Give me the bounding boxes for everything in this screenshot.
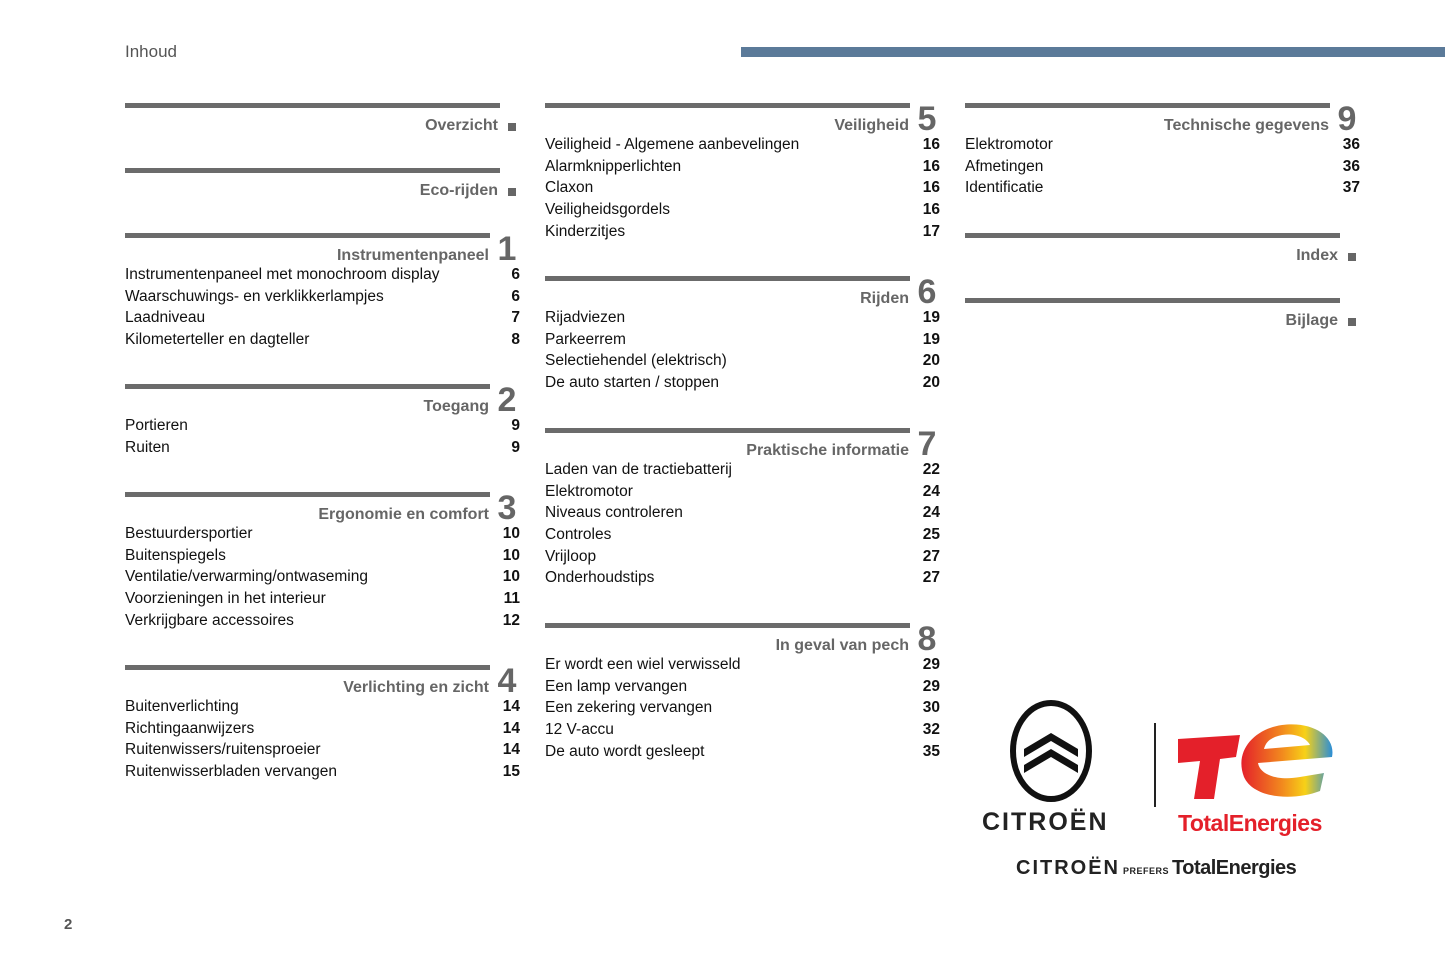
entry-page: 16 — [922, 136, 940, 153]
entry-label: Kinderzitjes — [545, 222, 626, 240]
toc-entry[interactable] — [545, 329, 940, 351]
entry-label: Identificatie — [965, 179, 1044, 197]
entry-label: Niveaus controleren — [545, 504, 683, 522]
entry-page: 6 — [511, 287, 520, 305]
entry-label: Ventilatie/verwarming/ontwaseming — [125, 568, 368, 586]
entry-page: 7 — [511, 309, 520, 327]
entry-page: 14 — [502, 741, 520, 759]
section-square-marker — [1348, 318, 1356, 326]
entry-label: Kilometerteller en dagteller — [125, 331, 310, 349]
toc-section-verlichting — [125, 662, 520, 783]
toc-entry[interactable] — [545, 676, 940, 698]
entry-label: Elektromotor — [965, 136, 1053, 153]
entry-page: 36 — [1342, 136, 1360, 153]
totalenergies-emblem-icon — [1174, 719, 1338, 807]
entry-label: Verkrijgbare accessoires — [125, 611, 294, 629]
toc-entry[interactable] — [545, 372, 940, 394]
toc-entry[interactable] — [545, 307, 940, 329]
entry-page: 22 — [922, 461, 940, 478]
entry-page: 37 — [1342, 179, 1360, 197]
section-number: 9 — [1337, 100, 1357, 138]
entry-label: Controles — [545, 526, 612, 544]
entry-label: 12 V-accu — [545, 721, 614, 739]
toc-section-instrumentenpaneel — [125, 230, 520, 351]
section-square-marker — [508, 123, 516, 131]
entry-page: 27 — [922, 569, 940, 587]
tagline-brand: CITROËN — [1016, 857, 1120, 879]
toc-entry[interactable] — [545, 719, 940, 741]
section-title: Praktische informatie — [746, 442, 909, 459]
entry-page: 19 — [922, 309, 940, 326]
entry-label: Buitenverlichting — [125, 698, 239, 715]
toc-entry[interactable] — [125, 437, 520, 459]
toc-section-ergonomie — [125, 489, 520, 631]
toc-entry[interactable] — [545, 524, 940, 546]
entry-label: Ruitenwisserbladen vervangen — [125, 763, 337, 781]
entry-page: 35 — [922, 742, 940, 760]
toc-entry[interactable] — [545, 481, 940, 503]
toc-entry[interactable] — [125, 523, 520, 545]
entry-label: De auto starten / stoppen — [545, 374, 720, 392]
toc-entry[interactable] — [125, 566, 520, 588]
toc-section-eco-rijden[interactable] — [125, 168, 520, 199]
entry-label: Richtingaanwijzers — [125, 719, 255, 737]
page-number: 2 — [64, 916, 73, 933]
toc-entry[interactable] — [545, 546, 940, 568]
toc-section-in-geval-van-pech — [545, 620, 940, 762]
tagline-prefers: PREFERS — [1123, 866, 1170, 876]
entry-page: 32 — [922, 721, 940, 739]
entry-label: Vrijloop — [545, 547, 597, 565]
entry-label: Voorzieningen in het interieur — [125, 590, 326, 608]
entry-page: 12 — [502, 611, 520, 629]
entry-label: Portieren — [125, 417, 188, 434]
entry-page: 15 — [502, 763, 520, 781]
entry-page: 24 — [922, 504, 940, 522]
entry-label: Waarschuwings- en verklikkerlampjes — [125, 287, 384, 305]
section-number: 7 — [917, 425, 937, 463]
entry-label: Bestuurdersportier — [125, 525, 253, 542]
entry-label: De auto wordt gesleept — [545, 742, 705, 760]
toc-section-overzicht[interactable] — [125, 103, 520, 134]
section-number: 8 — [917, 620, 937, 658]
entry-page: 6 — [511, 266, 520, 283]
toc-entry[interactable] — [125, 329, 520, 351]
section-number: 5 — [917, 100, 937, 138]
toc-entry[interactable] — [545, 177, 940, 199]
entry-label: Alarmknipperlichten — [545, 157, 682, 175]
entry-label: Onderhoudstips — [545, 569, 655, 587]
logo-divider — [1154, 723, 1156, 807]
header-bar — [741, 47, 1445, 57]
toc-section-bijlage[interactable] — [965, 298, 1360, 329]
toc-entry[interactable] — [545, 741, 940, 763]
section-title: Toegang — [423, 398, 489, 415]
section-title: Bijlage — [1285, 312, 1338, 329]
toc-entry[interactable] — [545, 654, 940, 676]
toc-section-technische-gegevens — [965, 100, 1360, 199]
entry-page: 10 — [502, 568, 520, 586]
entry-label: Afmetingen — [965, 157, 1044, 175]
entry-page: 14 — [502, 719, 520, 737]
toc-entry[interactable] — [125, 610, 520, 632]
toc-entry[interactable] — [545, 697, 940, 719]
entry-page: 9 — [511, 417, 520, 434]
toc-entry[interactable] — [545, 156, 940, 178]
entry-page: 20 — [922, 374, 940, 392]
toc-entry[interactable] — [545, 567, 940, 589]
toc-section-index[interactable] — [965, 233, 1360, 264]
toc-section-praktische-informatie — [545, 425, 940, 589]
entry-page: 17 — [922, 222, 940, 240]
section-number: 4 — [497, 662, 517, 700]
entry-page: 27 — [922, 547, 940, 565]
toc-entry[interactable] — [125, 307, 520, 329]
entry-page: 10 — [502, 525, 520, 542]
entry-page: 10 — [502, 546, 520, 564]
entry-page: 14 — [502, 698, 520, 715]
brand-tagline — [1016, 857, 1296, 880]
entry-page: 8 — [511, 331, 520, 349]
entry-page: 36 — [1342, 157, 1360, 175]
section-title: Eco-rijden — [419, 182, 498, 199]
toc-entry[interactable] — [965, 156, 1360, 178]
entry-page: 16 — [922, 201, 940, 219]
brand-logo-block — [980, 695, 1360, 895]
citroen-wordmark: CITROËN — [982, 808, 1109, 836]
entry-label: Rijadviezen — [545, 309, 626, 326]
section-title: Rijden — [860, 290, 909, 307]
toc-section-toegang — [125, 381, 520, 458]
toc-entry[interactable] — [545, 502, 940, 524]
section-number: 3 — [497, 489, 517, 527]
section-title: Veiligheid — [834, 117, 909, 134]
toc-entry[interactable] — [125, 286, 520, 308]
section-title: Ergonomie en comfort — [318, 506, 489, 523]
entry-page: 25 — [922, 526, 940, 544]
entry-page: 29 — [922, 677, 940, 695]
section-number: 6 — [917, 273, 937, 311]
entry-page: 9 — [511, 438, 520, 456]
section-title: Technische gegevens — [1163, 117, 1329, 134]
toc-section-veiligheid — [545, 100, 940, 242]
toc-entry[interactable] — [125, 739, 520, 761]
section-number: 1 — [497, 230, 517, 268]
entry-label: Een zekering vervangen — [545, 699, 713, 717]
section-title: Index — [1296, 247, 1338, 264]
toc-entry[interactable] — [125, 588, 520, 610]
entry-page: 20 — [922, 352, 940, 370]
entry-label: Ruiten — [125, 438, 170, 456]
toc-entry[interactable] — [545, 459, 940, 481]
entry-label: Laden van de tractiebatterij — [545, 461, 732, 478]
entry-label: Veiligheidsgordels — [545, 201, 670, 219]
toc-section-rijden — [545, 273, 940, 394]
section-title: In geval van pech — [775, 637, 909, 654]
section-square-marker — [1348, 253, 1356, 261]
section-square-marker — [508, 188, 516, 196]
entry-label: Parkeerrem — [545, 330, 626, 348]
section-title: Verlichting en zicht — [343, 679, 489, 696]
toc-entry[interactable] — [545, 221, 940, 243]
toc-entry[interactable] — [545, 199, 940, 221]
toc-entry[interactable] — [965, 177, 1360, 199]
tagline-partner: TotalEnergies — [1172, 857, 1297, 879]
entry-label: Elektromotor — [545, 482, 633, 500]
toc-entry[interactable] — [965, 134, 1360, 156]
entry-page: 29 — [922, 656, 940, 673]
section-title: Instrumentenpaneel — [336, 247, 489, 264]
entry-page: 19 — [922, 330, 940, 348]
entry-label: Ruitenwissers/ruitensproeier — [125, 741, 321, 759]
entry-label: Buitenspiegels — [125, 546, 226, 564]
entry-page: 30 — [922, 699, 940, 717]
entry-label: Een lamp vervangen — [545, 677, 688, 695]
entry-label: Instrumentenpaneel met monochroom display — [125, 266, 440, 283]
entry-label: Er wordt een wiel verwisseld — [545, 656, 741, 673]
toc-entry[interactable] — [125, 264, 520, 286]
section-number: 2 — [497, 381, 517, 419]
entry-page: 11 — [503, 590, 520, 608]
toc-entry[interactable] — [125, 696, 520, 718]
entry-label: Selectiehendel (elektrisch) — [545, 352, 727, 370]
toc-entry[interactable] — [545, 350, 940, 372]
entry-label: Laadniveau — [125, 309, 206, 327]
entry-page: 16 — [922, 179, 940, 197]
toc-entry[interactable] — [125, 761, 520, 783]
toc-entry[interactable] — [125, 415, 520, 437]
citroen-emblem-icon — [1008, 699, 1094, 803]
page-header-title: Inhoud — [125, 42, 177, 61]
entry-page: 16 — [922, 157, 940, 175]
entry-page: 24 — [922, 482, 940, 500]
totalenergies-wordmark: TotalEnergies — [1178, 810, 1322, 836]
toc-entry[interactable] — [125, 718, 520, 740]
toc-entry[interactable] — [545, 134, 940, 156]
entry-label: Veiligheid - Algemene aanbevelingen — [545, 136, 800, 153]
entry-label: Claxon — [545, 179, 594, 197]
toc-entry[interactable] — [125, 545, 520, 567]
section-title: Overzicht — [425, 117, 498, 134]
